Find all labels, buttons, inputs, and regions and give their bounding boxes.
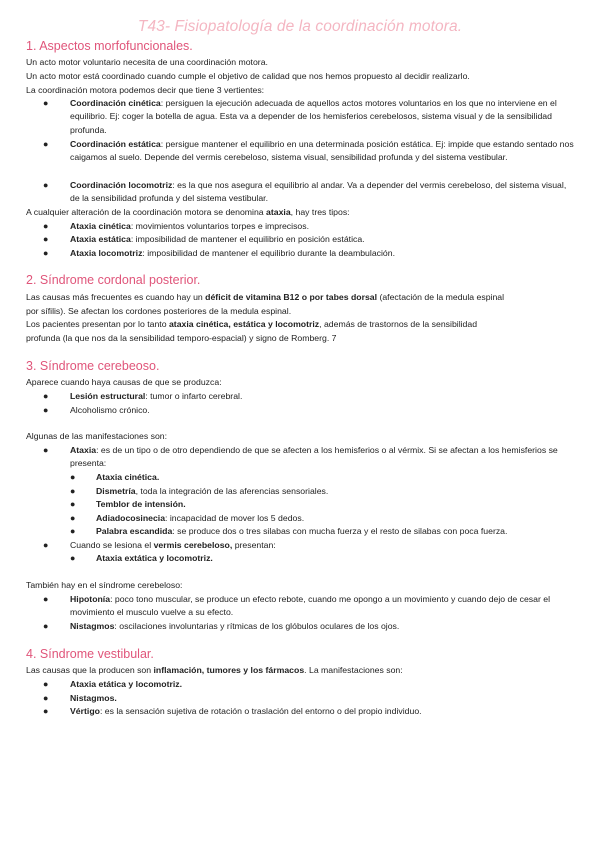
s2-paragraph: Las causas más frecuentes es cuando hay un déficit de vitamina B12 o por tabes dorsal (afectación de la medula espinal — [26, 292, 505, 302]
list-item: Nistagmos. — [70, 693, 117, 703]
bullet: ● — [43, 594, 49, 604]
list-item: Lesión estructural: tumor o infarto cerebral. — [70, 391, 243, 401]
s1-paragraph: Un acto motor está coordinado cuando cumple el objetivo de calidad que nos hemos propuesto al decidir realizarlo. — [26, 71, 470, 81]
document-title: T43- Fisiopatología de la coordinación motora. — [137, 18, 463, 35]
bullet: ● — [43, 221, 49, 231]
s1-paragraph: La coordinación motora podemos decir que tiene 3 vertientes: — [26, 85, 265, 95]
s3-paragraph: Aparece cuando haya causas de que se produzca: — [26, 377, 222, 387]
bullet: ● — [43, 248, 49, 258]
bullet: ● — [43, 405, 49, 415]
s1-paragraph: Un acto motor voluntario necesita de una coordinación motora. — [26, 57, 268, 67]
bullet: ● — [43, 679, 49, 689]
bullet: ● — [70, 513, 76, 523]
bullet: ● — [70, 472, 76, 482]
section-1-heading: 1. Aspectos morfofuncionales. — [26, 39, 193, 53]
s2-paragraph: por sífilis). Se afectan los cordones posteriores de la medula espinal. — [26, 306, 292, 316]
bullet: ● — [43, 445, 49, 455]
sub-list-item: Adiadocosinecia: incapacidad de mover los 5 dedos. — [96, 513, 305, 523]
bullet: ● — [43, 621, 49, 631]
section-3-heading: 3. Síndrome cerebeoso. — [26, 359, 160, 373]
sub-list-item: Dismetría, toda la integración de las aferencias sensoriales. — [96, 486, 329, 496]
list-item: Vértigo: es la sensación sujetiva de rotación o traslación del entorno o del propio individuo. — [70, 706, 422, 716]
list-item: Ataxia cinética: movimientos voluntarios torpes e imprecisos. — [70, 221, 310, 231]
sub-list-item: Ataxia extática y locomotriz. — [96, 553, 213, 563]
s1-paragraph: A cualquier alteración de la coordinación motora se denomina ataxia, hay tres tipos: — [26, 207, 350, 217]
list-item: Coordinación cinética: persiguen la ejecución adecuada de aquellos actos motores voluntarios en los que no interviene en el equilibrio. Ej: coger la botella de agua. Esta va a depender de los hemisferios cerebelosos, sistema visual y de la sensibilidad profunda. — [70, 98, 557, 135]
bullet: ● — [70, 526, 76, 536]
list-item: Ataxia: es de un tipo o de otro dependiendo de que se afecten a los hemisferios o al vérmix. Si se afectan a los hemisferios se presenta: — [70, 445, 558, 469]
list-item: Ataxia estática: imposibilidad de mantener el equilibrio en posición estática. — [70, 234, 365, 244]
s3-paragraph: También hay en el síndrome cerebeloso: — [26, 580, 183, 590]
bullet: ● — [70, 553, 76, 563]
bullet: ● — [43, 391, 49, 401]
sub-list-item: Temblor de intensión. — [96, 499, 186, 509]
bullet: ● — [70, 486, 76, 496]
bullet: ● — [43, 139, 49, 149]
list-item: Ataxia locomotriz: imposibilidad de mantener el equilibrio durante la deambulación. — [70, 248, 395, 258]
sub-list-item: Ataxia cinética. — [96, 472, 160, 482]
bullet: ● — [43, 706, 49, 716]
list-item: Coordinación estática: persigue mantener el equilibrio en una determinada posición estática. Ej: impide que estando sentado nos caigamos al suelo. Depende del vermis cerebeloso, sistema visual, sensibilidad profunda y del sistema vestibular. — [70, 139, 574, 163]
list-item: Cuando se lesiona el vermis cerebeloso, presentan: — [70, 540, 276, 550]
s2-paragraph: profunda (la que nos da la sensibilidad temporo-espacial) y signo de Romberg. 7 — [26, 333, 337, 343]
bullet: ● — [43, 234, 49, 244]
bullet: ● — [70, 499, 76, 509]
s2-paragraph: Los pacientes presentan por lo tanto ataxia cinética, estática y locomotriz, además de trastornos de la sensibilidad — [26, 319, 478, 329]
section-4-heading: 4. Síndrome vestibular. — [26, 647, 154, 661]
list-item: Hipotonía: poco tono muscular, se produce un efecto rebote, cuando me opongo a un movimiento y cuando dejo de cesar el movimiento el musculo vuelve a su efecto. — [70, 594, 551, 618]
list-item: Nistagmos: oscilaciones involuntarias y rítmicas de los glóbulos oculares de los ojos. — [70, 621, 400, 631]
bullet: ● — [43, 98, 49, 108]
s4-paragraph: Las causas que la producen son inflamación, tumores y los fármacos. La manifestaciones son: — [26, 665, 403, 675]
bullet: ● — [43, 540, 49, 550]
list-item: Ataxia etática y locomotriz. — [70, 679, 183, 689]
list-item: Coordinación locomotriz: es la que nos asegura el equilibrio al andar. Va a depender del vermis cerebeloso, del sistema visual, de la sensibilidad profunda y del sistema vestibular. — [70, 180, 567, 204]
bullet: ● — [43, 693, 49, 703]
section-2-heading: 2. Síndrome cordonal posterior. — [26, 273, 201, 287]
list-item: Alcoholismo crónico. — [70, 405, 150, 415]
bullet: ● — [43, 180, 49, 190]
s3-paragraph: Algunas de las manifestaciones son: — [26, 431, 168, 441]
sub-list-item: Palabra escandida: se produce dos o tres silabas con mucha fuerza y el resto de silabas con poca fuerza. — [96, 526, 508, 536]
